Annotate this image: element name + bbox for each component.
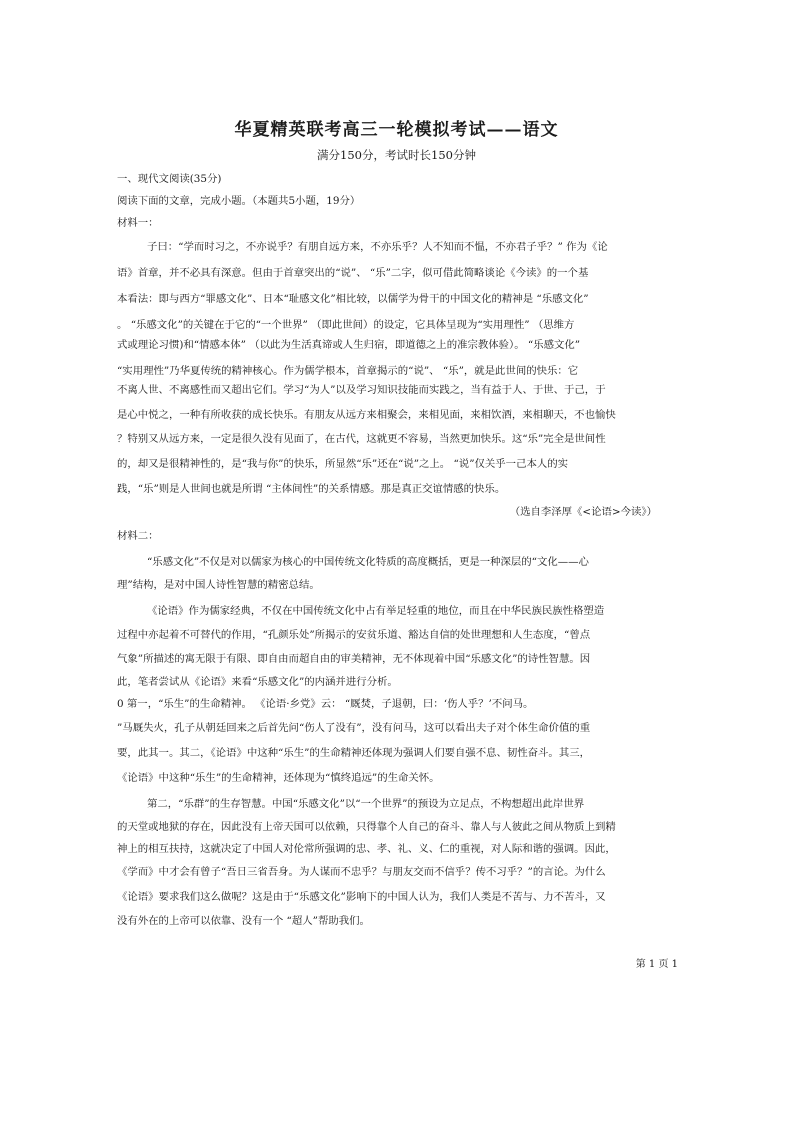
- text-line: ”马厩失火，孔子从朝廷回来之后首先问“伤人了没有”，没有问马，这可以看出夫子对个体生命价值的重: [117, 722, 591, 734]
- text-line: ？特别又从远方来，一定是很久没有见面了，在古代，这就更不容易，当然更加快乐。这“乐”完全是世间性: [117, 433, 606, 445]
- text-line: 气象”所描述的寓无限于有限、即自由而超自由的审美精神，无不体现着中国“乐感文化”的诗性智慧。因: [117, 653, 591, 665]
- section-heading: 一、现代文阅读(35分): [117, 173, 222, 185]
- text-line: 理”结构，是对中国人诗性智慧的精密总结。: [117, 579, 320, 591]
- text-line: 的天堂或地狱的存在，因此没有上帝天国可以依赖，只得靠个人自己的奋斗、靠人与人彼此之间从物质上到精: [117, 821, 616, 833]
- text-line: “乐感文化”不仅是对以儒家为核心的中国传统文化特质的高度概括，更是一种深层的“文化——心: [147, 556, 589, 568]
- text-line: 《论语》作为儒家经典，不仅在中国传统文化中占有举足轻重的地位，而且在中华民族民族性格塑造: [147, 605, 605, 617]
- text-line: 的，却又是很精神性的，是“我与你”的快乐，所显然“乐”还在“说”之上。 “说”仅关乎一己本人的实: [117, 458, 569, 470]
- text-line: 此，笔者尝试从《论语》来看“乐感文化”的内涵并进行分析。: [117, 676, 398, 688]
- text-line: 。 “乐感文化”的关键在于它的“一个世界” （即此世间）的设定，它具体呈现为“实用理性” （思维方: [117, 319, 575, 331]
- text-line: 践，“乐”则是人世间也就是所谓 “主体间性”的关系情感。那是真正交谊情感的快乐。: [117, 483, 506, 495]
- text-line: 式或理论习惯)和“情感本体” （以此为生活真谛或人生归宿，即道德之上的准宗教体验）。 “乐感文化”: [117, 339, 581, 351]
- text-line: 不离人世、不离感性而又超出它们。学习“为人”以及学习知识技能而实践之，当有益于人、于世、于己，于: [117, 384, 606, 396]
- text-line: 没有外在的上帝可以依靠、没有一个 “超人”帮助我们。: [117, 915, 370, 927]
- text-line: 0 第一，“乐生”的生命精神。 《论语·乡党》云： “厩焚，子退朝，曰：‘伤人乎？’不问马。: [117, 698, 534, 710]
- exam-title: 华夏精英联考高三一轮模拟考试——语文: [234, 120, 559, 140]
- text-line: 是心中悦之，一种有所收获的成长快乐。有朋友从远方来相聚会，来相见面，来相饮酒，来相聊天，不也愉快: [117, 409, 616, 421]
- text-line: 本看法：即与西方“罪感文化”、日本“耻感文化”相比较，以儒学为骨干的中国文化的精神是 “乐感文化”: [117, 293, 589, 305]
- text-line: 神上的相互扶持，这就决定了中国人对伦常所强调的忠、孝、礼、义、仁的重视，对人际和谐的强调。因此，: [117, 843, 616, 855]
- material-label: 材料二：: [117, 530, 159, 542]
- exam-subtitle: 满分150分，考试时长150分钟: [317, 148, 476, 162]
- material-label: 材料一：: [117, 217, 159, 229]
- text-line: 《论语》要求我们这么做呢？这是由于“乐感文化”影响下的中国人认为，我们人类是不苦与、力不苦斗，又: [117, 891, 606, 903]
- text-line: 第二，“乐群”的生存智慧。中国“乐感文化”以“一个世界”的预设为立足点，不构想超出此岸世界: [147, 798, 585, 810]
- text-line: 语》首章，并不必具有深意。但由于首章突出的“说”、 “乐”二字，似可借此简略谈论《今读》的一个基: [117, 267, 589, 279]
- instruction-line: 阅读下面的文章，完成小题。（本题共5小题，19分）: [117, 195, 361, 207]
- source-citation: （选自李泽厚《<论语>今读》）: [509, 506, 657, 518]
- text-line: 过程中亦起着不可替代的作用，“孔颜乐处”所揭示的安贫乐道、豁达自信的处世理想和人生态度，“曾点: [117, 629, 591, 641]
- text-line: 要，此其一。其二，《论语》中这种“乐生”的生命精神还体现为强调人们要自强不息、韧性奋斗。其三，: [117, 747, 590, 759]
- text-line: 《论语》中这种“乐生”的生命精神，还体现为“慎终追远”的生命关怀。: [117, 772, 440, 784]
- text-line: “实用理性”乃华夏传统的精神核心。作为儒学根本，首章揭示的“说”、 “乐”，就是此世间的快乐：它: [117, 365, 579, 377]
- page-number: 第 1 页 1: [635, 959, 678, 970]
- text-line: 《学而》中才会有曾子“吾日三省吾身。为人谋而不忠乎？与朋友交而不信乎？传不习乎？”的言论。为什么: [117, 866, 606, 878]
- text-line: 子曰：“学而时习之，不亦说乎？有朋自远方来，不亦乐乎？人不知而不愠，不亦君子乎？” 作为《论: [147, 241, 608, 253]
